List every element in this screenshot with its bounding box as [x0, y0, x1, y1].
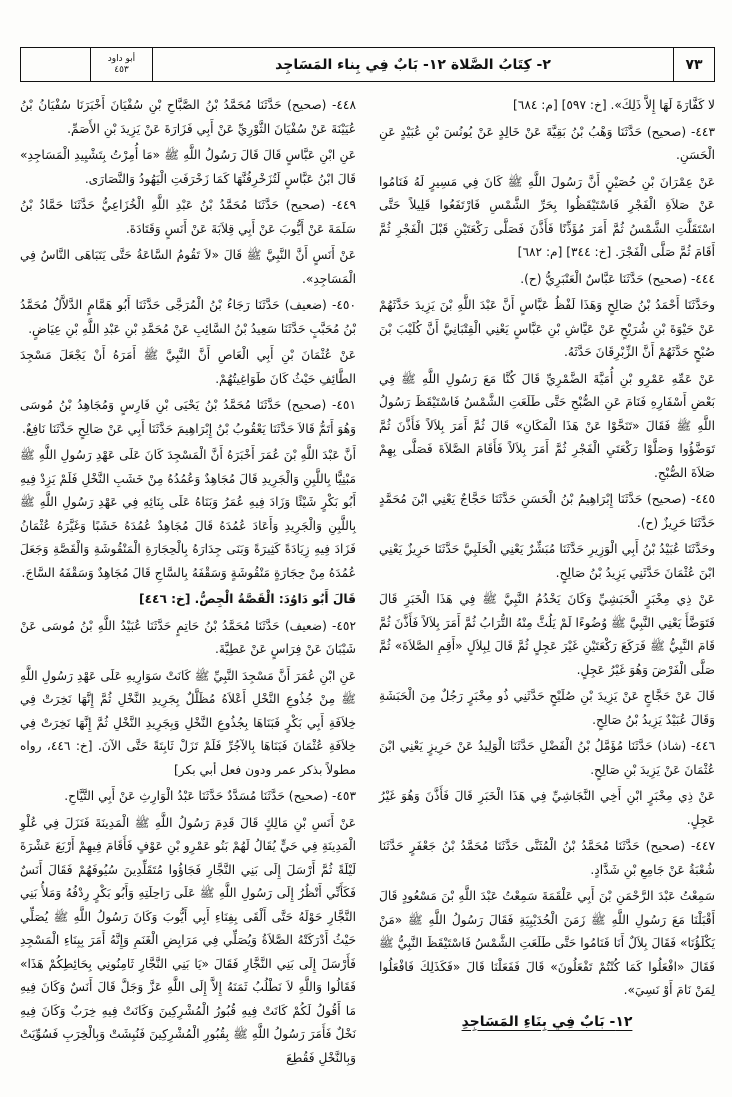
chapter-title: ٢- كِتَابُ الصَّلاة ١٢- بَابٌ فِي بِناء المَسَاجِد: [153, 48, 674, 81]
paragraph: ٤٤٧- (صحيح) حَدَّثَنَا مُحَمَّدُ بْنُ الْمُثَنَّى حَدَّثَنَا مُحَمَّدُ بْنُ جَعْفَرٍ حَدَّثَنَا شُعْبَةُ عَنْ جَامِعِ بْنِ شَدَّادٍ.: [379, 839, 715, 877]
paragraph: ٤٤٤- (صحيح) حَدَّثَنَا عَبَّاسٌ الْعَنْبَرِيُّ (ح).: [520, 271, 715, 286]
paragraph: عَنِ ابْنِ عُمَرَ أَنَّ مَسْجِدَ النَّبِيِّ ﷺ كَانَتْ سَوَارِيهِ عَلَى عَهْدِ رَسُولِ اللَّهِ ﷺ مِنْ جُذُوعِ النَّخْلِ أَعْلاَهُ مُظَلَّلٌ بِجَرِيدِ النَّخْلِ ثُمَّ إِنَّهَا نَخِرَتْ فِي خِلاَفَةِ أَبِي بَكْرٍ فَبَنَاهَا بِجُذُوعِ النَّخْلِ وَبِجَرِيدِ النَّخْلِ ثُمَّ إِنَّهَا نَخِرَتْ فِي خِلاَفَةِ عُثْمَانَ فَبَنَاهَا بِالآجُرِّ فَلَمْ تَزَلْ ثَابِتَةً حَتَّى الآنَ. [خ: ٤٤٦، رواه مطولاً بذكر عمر ودون فعل أبي بكر]: [20, 668, 356, 777]
paragraph: سَمِعْتُ عَبْدَ الرَّحْمَنِ بْنَ أَبِي عَلْقَمَةَ سَمِعْتُ عَبْدَ اللَّهِ بْنَ مَسْعُودٍ قَالَ أَقْبَلْنَا مَعَ رَسُولِ اللَّهِ ﷺ زَمَنَ الْحُدَيْبِيَةِ فَقَالَ رَسُولُ اللَّهِ ﷺ «مَنْ يَكْلَؤُنَا» فَقَالَ بِلاَلٌ أَنَا فَنَامُوا حَتَّى طَلَعَتِ الشَّمْسُ فَاسْتَيْقَظَ النَّبِيُّ ﷺ فَقَالَ «افْعَلُوا كَمَا كُنْتُمْ تَفْعَلُونَ» قَالَ فَفَعَلْنَا قَالَ «فَكَذَلِكَ فَافْعَلُوا لِمَنْ نَامَ أَوْ نَسِيَ».: [379, 889, 715, 997]
running-header: [20, 47, 715, 82]
paragraph: وحَدَّثَنَا عُبَيْدُ بْنُ أَبِي الْوَزِيرِ حَدَّثَنَا مُبَشِّرٌ يَعْنِي الْحَلَبِيَّ حَدَّثَنَا حَرِيزٌ يَعْنِي ابْنَ عُثْمَانَ حَدَّثَنِي يَزِيدُ بْنُ صَالِحٍ.: [379, 542, 715, 580]
paragraph: ٤٤٣- (صحيح) حَدَّثَنَا وَهْبُ بْنُ بَقِيَّةَ عَنْ خَالِدٍ عَنْ يُونُسَ بْنِ عُبَيْدٍ عَنِ الْحَسَنِ.: [379, 124, 715, 162]
paragraph: ٤٤٥- (صحيح) حَدَّثَنَا إِبْرَاهِيمُ بْنُ الْحَسَنِ حَدَّثَنَا حَجَّاجٌ يَعْنِي ابْنَ مُحَمَّدٍ حَدَّثَنَا حَرِيزٌ (ح).: [379, 492, 715, 530]
left-column: [20, 94, 356, 1073]
book-number: ٤٥٣: [114, 64, 129, 75]
paragraph: عَنْ أَنَسِ بْنِ مَالِكٍ قَالَ قَدِمَ رَسُولُ اللَّهِ ﷺ الْمَدِينَةَ فَنَزَلَ فِي عُلْوِ الْمَدِينَةِ فِي حَيٍّ يُقَالُ لَهُمْ بَنُو عَمْرِو بْنِ عَوْفٍ فَأَقَامَ فِيهِمْ أَرْبَعَ عَشْرَةَ لَيْلَةً ثُمَّ أَرْسَلَ إِلَى بَنِي النَّجَّارِ فَجَاؤُوا مُتَقَلِّدِينَ سُيُوفَهُمْ فَقَالَ أَنَسٌ فَكَأَنِّي أَنْظُرُ إِلَى رَسُولِ اللَّهِ ﷺ عَلَى رَاحِلَتِهِ وَأَبُو بَكْرٍ رِدْفُهُ وَمَلأُ بَنِي النَّجَّارِ حَوْلَهُ حَتَّى أَلْقَى بِفِنَاءِ أَبِي أَيُّوبَ وَكَانَ رَسُولُ اللَّهِ ﷺ يُصَلِّي حَيْثُ أَدْرَكَتْهُ الصَّلاَةُ وَيُصَلِّي فِي مَرَابِضِ الْغَنَمِ وَإِنَّهُ أَمَرَ بِبِنَاءِ الْمَسْجِدِ فَأَرْسَلَ إِلَى بَنِي النَّجَّارِ فَقَالَ «يَا بَنِي النَّجَّارِ ثَامِنُونِي بِحَائِطِكُمْ هَذَا» فَقَالُوا وَاللَّهِ لاَ نَطْلُبُ ثَمَنَهُ إِلاَّ إِلَى اللَّهِ عَزَّ وَجَلَّ قَالَ أَنَسٌ وَكَانَ فِيهِ مَا أَقُولُ لَكُمْ كَانَتْ فِيهِ قُبُورُ الْمُشْرِكِينَ وَكَانَتْ فِيهِ خِرَبٌ وَكَانَ فِيهِ نَخْلٌ فَأَمَرَ رَسُولُ اللَّهِ ﷺ بِقُبُورِ الْمُشْرِكِينَ فَنُبِشَتْ وَبِالْخِرَبِ فَسُوِّيَتْ وَبِالنَّخْلِ فَقُطِعَ: [20, 815, 356, 1065]
paragraph: لا كَفَّارَةَ لَهَا إِلاَّ ذَلِكَ». [خ: ٥٩٧] [م: ٦٨٤]: [513, 98, 715, 112]
chapter-heading: ١٢- بَابٌ فِي بِنَاءِ المَسَاجِدِ: [461, 1013, 633, 1030]
paragraph: ٤٤٩- (صحيح) حَدَّثَنَا مُحَمَّدُ بْنُ عَبْدِ اللَّهِ الْخُزَاعِيُّ حَدَّثَنَا حَمَّادُ بْنُ سَلَمَةَ عَنْ أَيُّوبَ عَنْ أَبِي قِلاَبَةَ عَنْ أَنَسٍ وَقَتَادَةَ.: [20, 198, 356, 236]
paragraph: عَنْ عَمِّهِ عَمْرِو بْنِ أُمَيَّةَ الضَّمْرِيِّ قَالَ كُنَّا مَعَ رَسُولِ اللَّهِ ﷺ فِي بَعْضِ أَسْفَارِهِ فَنَامَ عَنِ الصُّبْحِ حَتَّى طَلَعَتِ الشَّمْسُ فَاسْتَيْقَظَ رَسُولُ اللَّهِ ﷺ فَقَالَ «تَنَحَّوْا عَنْ هَذَا الْمَكَانِ» قَالَ ثُمَّ أَمَرَ بِلاَلاً فَأَذَّنَ ثُمَّ تَوَضَّؤُوا وَصَلَّوْا رَكْعَتَيِ الْفَجْرِ ثُمَّ أَمَرَ بِلاَلاً فَأَقَامَ الصَّلاَةَ فَصَلَّى بِهِمْ صَلاَةَ الصُّبْحِ.: [379, 371, 715, 480]
paragraph: أَنَّ عَبْدَ اللَّهِ بْنَ عُمَرَ أَخْبَرَهُ أَنَّ الْمَسْجِدَ كَانَ عَلَى عَهْدِ رَسُولِ اللَّهِ ﷺ مَبْنِيًّا بِاللَّبِنِ وَالْجَرِيدِ قَالَ مُجَاهِدٌ وَعُمُدُهُ مِنْ خَشَبِ النَّخْلِ فَلَمْ يَزِدْ فِيهِ أَبُو بَكْرٍ شَيْئًا وَزَادَ فِيهِ عُمَرُ وَبَنَاهُ عَلَى بِنَائِهِ فِي عَهْدِ رَسُولِ اللَّهِ ﷺ بِاللَّبِنِ وَالْجَرِيدِ وَأَعَادَ عُمُدَهُ قَالَ مُجَاهِدٌ عُمُدَهُ خَشَبًا وَغَيَّرَهُ عُثْمَانُ فَزَادَ فِيهِ زِيَادَةً كَثِيرَةً وَبَنَى جِدَارَهُ بِالْحِجَارَةِ الْمَنْقُوشَةِ وَالْقَصَّةِ وَجَعَلَ عُمُدَهُ مِنْ حِجَارَةٍ مَنْقُوشَةٍ وَسَقْفَهُ بِالسَّاجِ قَالَ مُجَاهِدٌ وَسَقْفَهُ السَّاجَ.: [20, 448, 356, 580]
page-number: ٧٣: [685, 56, 703, 73]
paragraph: وحَدَّثَنَا أَحْمَدُ بْنُ صَالِحٍ وَهَذَا لَفْظُ عَبَّاسٍ أَنَّ عَبْدَ اللَّهِ بْنَ يَزِيدَ حَدَّثَهُمْ عَنْ حَيْوَةَ بْنِ شُرَيْحٍ عَنْ عَيَّاشِ بْنِ عَبَّاسٍ يَعْنِي الْقِتْبَانِيَّ أَنَّ كُلَيْبَ بْنَ صُبْحٍ حَدَّثَهُمْ أَنَّ الزِّبْرِقَانَ حَدَّثَهُ.: [379, 298, 715, 359]
paragraph: ٤٤٨- (صحيح) حَدَّثَنَا مُحَمَّدُ بْنُ الصَّبَّاحِ بْنِ سُفْيَانَ أَخْبَرَنَا سُفْيَانُ بْنُ عُيَيْنَةَ عَنْ سُفْيَانَ الثَّوْرِيِّ عَنْ أَبِي فَزَارَةَ عَنْ يَزِيدَ بْنِ الأَصَمِّ.: [20, 98, 356, 136]
paragraph: عَنْ أَنَسٍ أَنَّ النَّبِيَّ ﷺ قَالَ «لاَ تَقُومُ السَّاعَةُ حَتَّى يَتَبَاهَى النَّاسُ فِي الْمَسَاجِدِ».: [20, 248, 356, 286]
paragraph: ٤٥٢- (ضعيف) حَدَّثَنَا مُحَمَّدُ بْنُ حَاتِمٍ حَدَّثَنَا عُبَيْدُ اللَّهِ بْنُ مُوسَى عَنْ شَيْبَانَ عَنْ فِرَاسٍ عَنْ عَطِيَّةَ.: [20, 618, 356, 656]
paragraph: ٤٥٠- (ضعيف) حَدَّثَنَا رَجَاءُ بْنُ الْمُرَجَّى حَدَّثَنَا أَبُو هَمَّامٍ الدَّلاَّلُ مُحَمَّدُ بْنُ مُحَبَّبٍ حَدَّثَنَا سَعِيدُ بْنُ السَّائِبِ عَنْ مُحَمَّدِ بْنِ عَبْدِ اللَّهِ بْنِ عِيَاضٍ.: [20, 298, 356, 336]
book-page: [20, 47, 715, 1087]
book-name: أبو داود: [107, 53, 136, 64]
paragraph: قَالَ عَنْ حَجَّاجٍ عَنْ يَزِيدَ بْنِ صُلَيْحٍ حَدَّثَنِي ذُو مِخْبَرٍ رَجُلٌ مِنَ الْحَبَشَةِ وَقَالَ عُبَيْدٌ يَزِيدُ بْنُ صَالِحٍ.: [379, 689, 715, 727]
paragraph: ٤٥٣- (صحيح) حَدَّثَنَا مُسَدَّدٌ حَدَّثَنَا عَبْدُ الْوَارِثِ عَنْ أَبِي التَّيَّاحِ.: [64, 789, 356, 803]
paragraph: عَنْ عِمْرَانَ بْنِ حُصَيْنٍ أَنَّ رَسُولَ اللَّهِ ﷺ كَانَ فِي مَسِيرٍ لَهُ فَنَامُوا عَنْ صَلاَةِ الْفَجْرِ فَاسْتَيْقَظُوا بِحَرِّ الشَّمْسِ فَارْتَفَعُوا قَلِيلاً حَتَّى اسْتَقَلَّتِ الشَّمْسُ ثُمَّ أَمَرَ مُؤَذِّنًا فَأَذَّنَ فَصَلَّى رَكْعَتَيْنِ قَبْلَ الْفَجْرِ ثُمَّ أَقَامَ ثُمَّ صَلَّى الْفَجْرَ. [خ: ٣٤٤] [م: ٦٨٢]: [379, 174, 715, 259]
paragraph: ٤٤٦- (شاذ) حَدَّثَنَا مُؤَمَّلُ بْنُ الْفَضْلِ حَدَّثَنَا الْوَلِيدُ عَنْ حَرِيزٍ يَعْنِي ابْنَ عُثْمَانَ عَنْ يَزِيدَ بْنِ صَالِحٍ.: [379, 739, 715, 777]
paragraph: عَنْ ذِي مِخْبَرٍ الْحَبَشِيِّ وَكَانَ يَخْدُمُ النَّبِيَّ ﷺ فِي هَذَا الْخَبَرِ قَالَ فَتَوَضَّأَ يَعْنِي النَّبِيَّ ﷺ وُضُوءًا لَمْ يَلُثَّ مِنْهُ التُّرَابُ ثُمَّ أَمَرَ بِلاَلاً فَأَذَّنَ ثُمَّ قَامَ النَّبِيُّ ﷺ فَرَكَعَ رَكْعَتَيْنِ غَيْرَ عَجِلٍ ثُمَّ قَالَ لِبِلاَلٍ «أَقِمِ الصَّلاَةَ» ثُمَّ صَلَّى الْفَرْضَ وَهُوَ غَيْرُ عَجِلٍ.: [379, 592, 715, 677]
header-book-cell: [91, 48, 153, 81]
paragraph: عَنْ ذِي مِخْبَرٍ ابْنِ أَخِي النَّجَاشِيِّ فِي هَذَا الْخَبَرِ قَالَ فَأَذَّنَ وَهُوَ غَيْرُ عَجِلٍ.: [379, 789, 715, 827]
paragraph: ٤٥١- (صحيح) حَدَّثَنَا مُحَمَّدُ بْنُ يَحْيَى بْنِ فَارِسٍ وَمُجَاهِدُ بْنُ مُوسَى وَهُوَ أَتَمُّ قَالاَ حَدَّثَنَا يَعْقُوبُ بْنُ إِبْرَاهِيمَ حَدَّثَنَا أَبِي عَنْ صَالِحٍ حَدَّثَنَا نَافِعٌ.: [20, 398, 356, 436]
right-column: [379, 94, 715, 1034]
paragraph: عَنِ ابْنِ عَبَّاسٍ قَالَ قَالَ رَسُولُ اللَّهِ ﷺ «مَا أُمِرْتُ بِتَشْيِيدِ الْمَسَاجِدِ» قَالَ ابْنُ عَبَّاسٍ لَتُزَخْرِفُنَّهَا كَمَا زَخْرَفَتِ الْيَهُودُ وَالنَّصَارَى.: [20, 148, 356, 186]
abu-dawud-note: قَالَ أَبُو دَاوُدَ: الْقَصَّةُ الْجِصُّ. [خ: ٤٤٦]: [139, 592, 356, 606]
header-empty-cell: [21, 48, 91, 81]
paragraph: عَنْ عُثْمَانَ بْنِ أَبِي الْعَاصِ أَنَّ النَّبِيَّ ﷺ أَمَرَهُ أَنْ يَجْعَلَ مَسْجِدَ الطَّائِفِ حَيْثُ كَانَ طَوَاغِيتُهُمْ.: [20, 348, 356, 386]
